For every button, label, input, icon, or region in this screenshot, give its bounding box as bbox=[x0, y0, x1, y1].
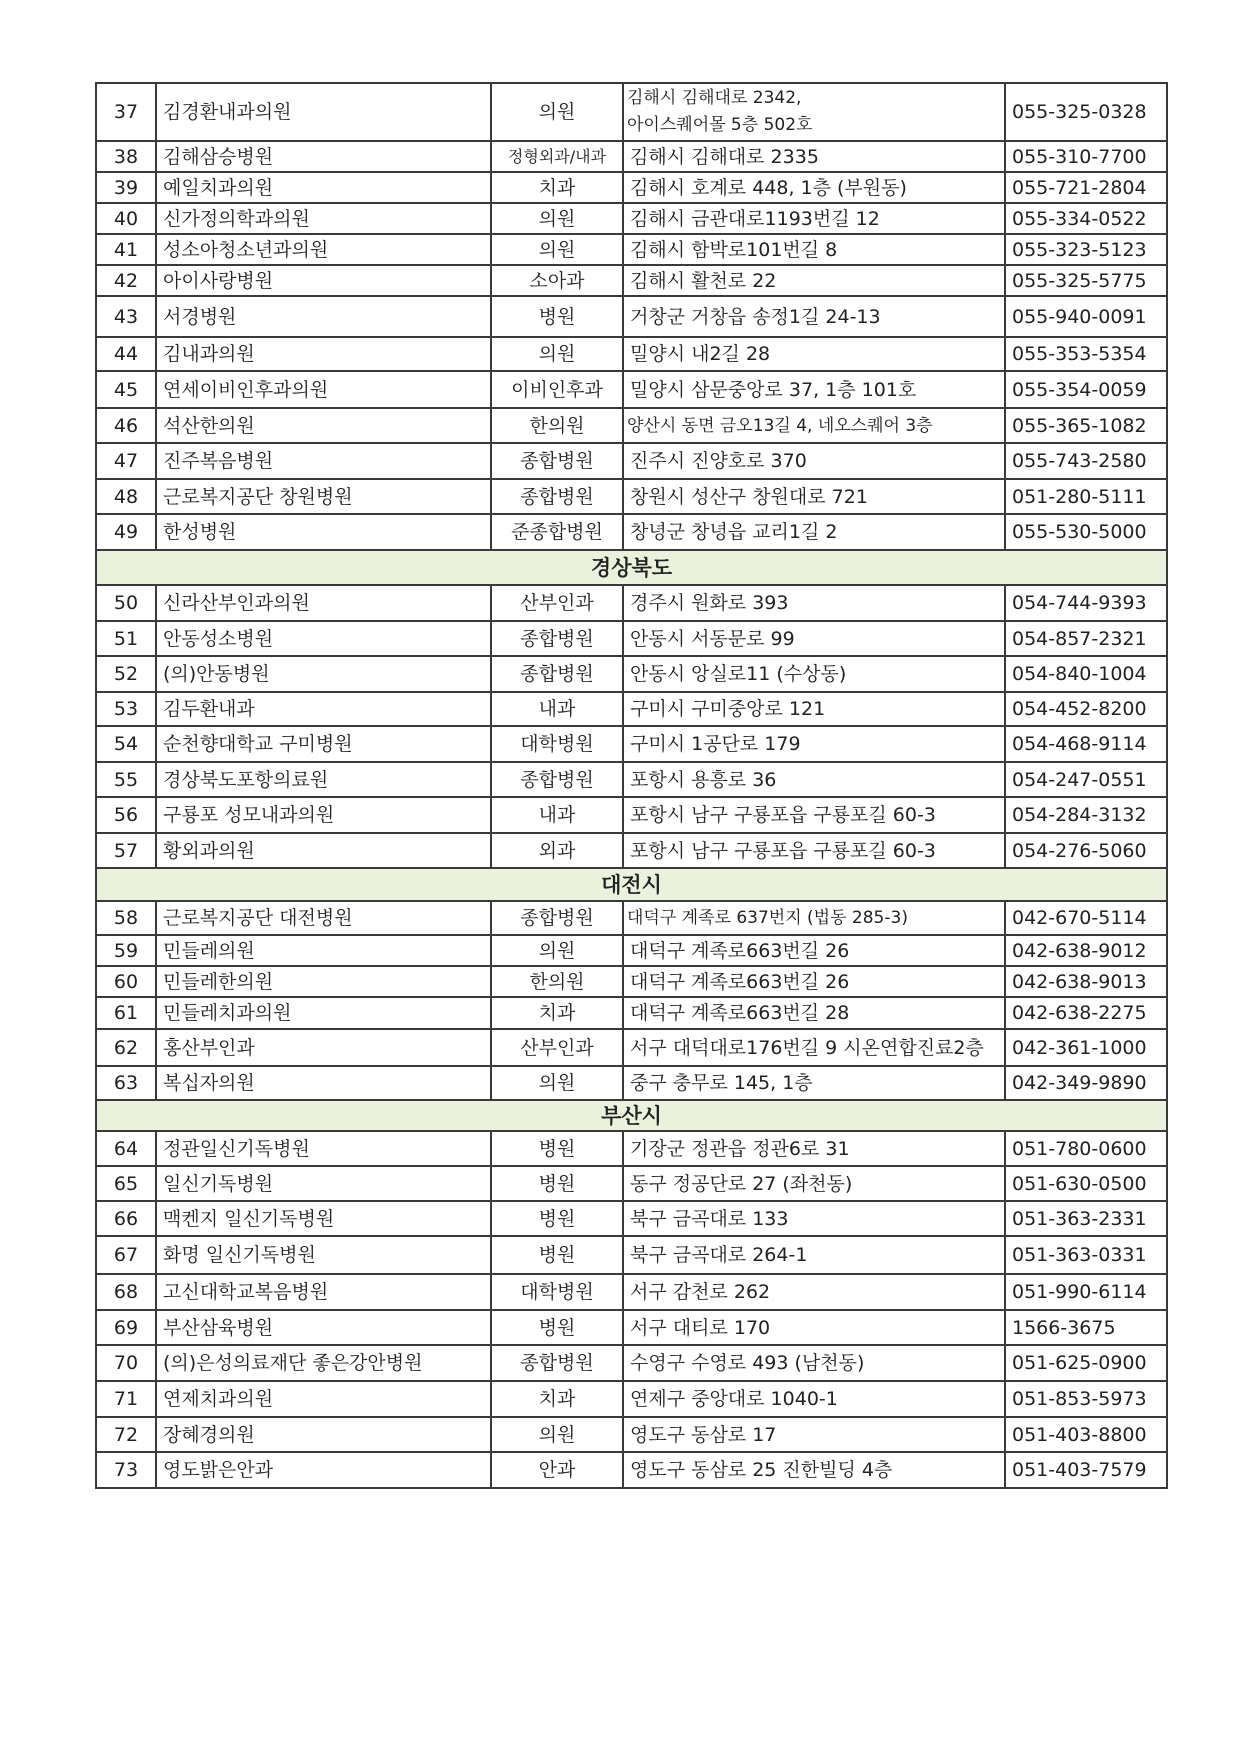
hospital-phone: 051-780-0600 bbox=[1005, 1131, 1167, 1166]
hospital-name: 진주복음병원 bbox=[156, 443, 491, 479]
row-number: 47 bbox=[96, 443, 156, 479]
hospital-name: (의)안동병원 bbox=[156, 656, 491, 692]
region-header-row bbox=[96, 1100, 1167, 1131]
hospital-phone: 051-403-7579 bbox=[1005, 1452, 1167, 1488]
hospital-phone: 051-363-2331 bbox=[1005, 1201, 1167, 1236]
hospital-name: 고신대학교복음병원 bbox=[156, 1274, 491, 1310]
hospital-phone: 055-325-0328 bbox=[1005, 83, 1167, 141]
hospital-name: 근로복지공단 대전병원 bbox=[156, 901, 491, 935]
hospital-type: 병원 bbox=[491, 1236, 623, 1274]
table-row bbox=[96, 514, 1167, 550]
hospital-phone: 051-363-0331 bbox=[1005, 1236, 1167, 1274]
hospital-name: 화명 일신기독병원 bbox=[156, 1236, 491, 1274]
row-number: 42 bbox=[96, 265, 156, 296]
row-number: 70 bbox=[96, 1345, 156, 1381]
hospital-phone: 051-630-0500 bbox=[1005, 1166, 1167, 1201]
hospital-type: 안과 bbox=[491, 1452, 623, 1488]
table-row bbox=[96, 621, 1167, 656]
hospital-address: 수영구 수영로 493 (남천동) bbox=[623, 1345, 1005, 1381]
hospital-type: 준종합병원 bbox=[491, 514, 623, 550]
row-number: 40 bbox=[96, 203, 156, 234]
hospital-address: 서구 감천로 262 bbox=[623, 1274, 1005, 1310]
hospital-phone: 054-247-0551 bbox=[1005, 762, 1167, 797]
hospital-name: 김두환내과 bbox=[156, 692, 491, 726]
hospital-name: 복십자의원 bbox=[156, 1066, 491, 1100]
hospital-type: 의원 bbox=[491, 83, 623, 141]
row-number: 54 bbox=[96, 726, 156, 762]
table-row bbox=[96, 726, 1167, 762]
hospital-address: 김해시 활천로 22 bbox=[623, 265, 1005, 296]
hospital-name: 황외과의원 bbox=[156, 833, 491, 868]
hospital-phone: 055-365-1082 bbox=[1005, 408, 1167, 443]
table-row bbox=[96, 371, 1167, 408]
hospital-type: 치과 bbox=[491, 1381, 623, 1417]
hospital-phone: 055-323-5123 bbox=[1005, 234, 1167, 265]
row-number: 45 bbox=[96, 371, 156, 408]
row-number: 38 bbox=[96, 141, 156, 172]
hospital-type: 종합병원 bbox=[491, 621, 623, 656]
hospital-type: 대학병원 bbox=[491, 1274, 623, 1310]
table-row bbox=[96, 1131, 1167, 1166]
hospital-name: 성소아청소년과의원 bbox=[156, 234, 491, 265]
hospital-phone: 055-325-5775 bbox=[1005, 265, 1167, 296]
hospital-name: (의)은성의료재단 좋은강안병원 bbox=[156, 1345, 491, 1381]
table-row bbox=[96, 1452, 1167, 1488]
hospital-type: 종합병원 bbox=[491, 443, 623, 479]
hospital-name: 맥켄지 일신기독병원 bbox=[156, 1201, 491, 1236]
hospital-type: 종합병원 bbox=[491, 762, 623, 797]
table-row bbox=[96, 935, 1167, 966]
hospital-address: 포항시 남구 구룡포읍 구룡포길 60-3 bbox=[623, 833, 1005, 868]
row-number: 58 bbox=[96, 901, 156, 935]
region-title: 대전시 bbox=[96, 868, 1167, 901]
row-number: 49 bbox=[96, 514, 156, 550]
hospital-address: 대덕구 계족로663번길 26 bbox=[623, 966, 1005, 997]
hospital-address: 안동시 앙실로11 (수상동) bbox=[623, 656, 1005, 692]
hospital-phone: 055-334-0522 bbox=[1005, 203, 1167, 234]
hospital-address: 안동시 서동문로 99 bbox=[623, 621, 1005, 656]
hospital-type: 내과 bbox=[491, 692, 623, 726]
hospital-name: 근로복지공단 창원병원 bbox=[156, 479, 491, 514]
hospital-address: 서구 대덕대로176번길 9 시온연합진료2층 bbox=[623, 1029, 1005, 1066]
hospital-phone: 042-638-9013 bbox=[1005, 966, 1167, 997]
table-row bbox=[96, 479, 1167, 514]
hospital-type: 한의원 bbox=[491, 408, 623, 443]
row-number: 37 bbox=[96, 83, 156, 141]
hospital-address: 대덕구 계족로663번길 26 bbox=[623, 935, 1005, 966]
hospital-phone: 054-744-9393 bbox=[1005, 585, 1167, 621]
hospital-address: 밀양시 내2길 28 bbox=[623, 337, 1005, 371]
hospital-type: 병원 bbox=[491, 1310, 623, 1345]
hospital-address: 김해시 금관대로1193번길 12 bbox=[623, 203, 1005, 234]
hospital-name: 연세이비인후과의원 bbox=[156, 371, 491, 408]
hospital-name: 연제치과의원 bbox=[156, 1381, 491, 1417]
hospital-type: 종합병원 bbox=[491, 901, 623, 935]
hospital-name: 장혜경의원 bbox=[156, 1417, 491, 1452]
hospital-name: 영도밝은안과 bbox=[156, 1452, 491, 1488]
region-header-row bbox=[96, 868, 1167, 901]
hospital-address: 서구 대티로 170 bbox=[623, 1310, 1005, 1345]
table-row bbox=[96, 1066, 1167, 1100]
table-row bbox=[96, 234, 1167, 265]
hospital-phone: 042-670-5114 bbox=[1005, 901, 1167, 935]
hospital-name: 민들레치과의원 bbox=[156, 997, 491, 1029]
hospital-address: 김해시 김해대로 2342, 아이스퀘어몰 5층 502호 bbox=[623, 83, 1005, 141]
hospital-phone: 055-721-2804 bbox=[1005, 172, 1167, 203]
hospital-type: 치과 bbox=[491, 172, 623, 203]
table-row bbox=[96, 1381, 1167, 1417]
row-number: 51 bbox=[96, 621, 156, 656]
hospital-name: 김내과의원 bbox=[156, 337, 491, 371]
hospital-address: 영도구 동삼로 17 bbox=[623, 1417, 1005, 1452]
hospital-name: 한성병원 bbox=[156, 514, 491, 550]
table-row bbox=[96, 1201, 1167, 1236]
table-row bbox=[96, 997, 1167, 1029]
hospital-address: 창녕군 창녕읍 교리1길 2 bbox=[623, 514, 1005, 550]
hospital-address: 기장군 정관읍 정관6로 31 bbox=[623, 1131, 1005, 1166]
hospital-address: 연제구 중앙대로 1040-1 bbox=[623, 1381, 1005, 1417]
hospital-type: 내과 bbox=[491, 797, 623, 833]
hospital-name: 안동성소병원 bbox=[156, 621, 491, 656]
table-row bbox=[96, 1166, 1167, 1201]
table-row bbox=[96, 966, 1167, 997]
hospital-phone: 042-361-1000 bbox=[1005, 1029, 1167, 1066]
table-row bbox=[96, 901, 1167, 935]
hospital-phone: 042-349-9890 bbox=[1005, 1066, 1167, 1100]
table-row bbox=[96, 833, 1167, 868]
hospital-phone: 055-354-0059 bbox=[1005, 371, 1167, 408]
hospital-type: 병원 bbox=[491, 1166, 623, 1201]
hospital-name: 홍산부인과 bbox=[156, 1029, 491, 1066]
hospital-address: 구미시 구미중앙로 121 bbox=[623, 692, 1005, 726]
hospital-address: 중구 충무로 145, 1층 bbox=[623, 1066, 1005, 1100]
table-row bbox=[96, 1274, 1167, 1310]
table-row bbox=[96, 443, 1167, 479]
table-row bbox=[96, 408, 1167, 443]
region-title: 부산시 bbox=[96, 1100, 1167, 1131]
table-row bbox=[96, 1029, 1167, 1066]
hospital-phone: 055-940-0091 bbox=[1005, 296, 1167, 337]
hospital-address: 김해시 호계로 448, 1층 (부원동) bbox=[623, 172, 1005, 203]
hospital-type: 산부인과 bbox=[491, 1029, 623, 1066]
row-number: 65 bbox=[96, 1166, 156, 1201]
hospital-phone: 042-638-9012 bbox=[1005, 935, 1167, 966]
hospital-type: 종합병원 bbox=[491, 479, 623, 514]
hospital-address: 북구 금곡대로 264-1 bbox=[623, 1236, 1005, 1274]
hospital-type: 종합병원 bbox=[491, 1345, 623, 1381]
hospital-type: 의원 bbox=[491, 203, 623, 234]
row-number: 43 bbox=[96, 296, 156, 337]
hospital-name: 민들레한의원 bbox=[156, 966, 491, 997]
hospital-type: 종합병원 bbox=[491, 656, 623, 692]
hospital-name: 순천향대학교 구미병원 bbox=[156, 726, 491, 762]
table-row bbox=[96, 203, 1167, 234]
hospital-phone: 054-468-9114 bbox=[1005, 726, 1167, 762]
hospital-phone: 051-280-5111 bbox=[1005, 479, 1167, 514]
row-number: 62 bbox=[96, 1029, 156, 1066]
hospital-address: 거창군 거창읍 송정1길 24-13 bbox=[623, 296, 1005, 337]
table-row bbox=[96, 1236, 1167, 1274]
table-row bbox=[96, 296, 1167, 337]
hospital-type: 정형외과/내과 bbox=[491, 141, 623, 172]
row-number: 44 bbox=[96, 337, 156, 371]
hospital-address: 동구 정공단로 27 (좌천동) bbox=[623, 1166, 1005, 1201]
row-number: 46 bbox=[96, 408, 156, 443]
hospital-type: 의원 bbox=[491, 234, 623, 265]
row-number: 66 bbox=[96, 1201, 156, 1236]
hospital-name: 민들레의원 bbox=[156, 935, 491, 966]
hospital-address: 포항시 남구 구룡포읍 구룡포길 60-3 bbox=[623, 797, 1005, 833]
row-number: 73 bbox=[96, 1452, 156, 1488]
hospital-address: 밀양시 삼문중앙로 37, 1층 101호 bbox=[623, 371, 1005, 408]
hospital-type: 한의원 bbox=[491, 966, 623, 997]
row-number: 59 bbox=[96, 935, 156, 966]
hospital-type: 치과 bbox=[491, 997, 623, 1029]
hospital-address: 진주시 진양호로 370 bbox=[623, 443, 1005, 479]
hospital-phone: 055-353-5354 bbox=[1005, 337, 1167, 371]
table-row bbox=[96, 762, 1167, 797]
hospital-name: 경상북도포항의료원 bbox=[156, 762, 491, 797]
table-body bbox=[96, 83, 1167, 1488]
hospital-phone: 051-403-8800 bbox=[1005, 1417, 1167, 1452]
hospital-type: 대학병원 bbox=[491, 726, 623, 762]
hospital-name: 김경환내과의원 bbox=[156, 83, 491, 141]
hospital-name: 신라산부인과의원 bbox=[156, 585, 491, 621]
table-row bbox=[96, 172, 1167, 203]
row-number: 41 bbox=[96, 234, 156, 265]
hospital-address: 북구 금곡대로 133 bbox=[623, 1201, 1005, 1236]
table-row bbox=[96, 692, 1167, 726]
table-row bbox=[96, 83, 1167, 141]
hospital-address: 대덕구 계족로663번길 28 bbox=[623, 997, 1005, 1029]
hospital-name: 석산한의원 bbox=[156, 408, 491, 443]
row-number: 64 bbox=[96, 1131, 156, 1166]
hospital-phone: 051-853-5973 bbox=[1005, 1381, 1167, 1417]
row-number: 56 bbox=[96, 797, 156, 833]
table-row bbox=[96, 337, 1167, 371]
hospital-directory-table bbox=[95, 82, 1168, 1489]
row-number: 61 bbox=[96, 997, 156, 1029]
hospital-type: 의원 bbox=[491, 1417, 623, 1452]
hospital-phone: 055-310-7700 bbox=[1005, 141, 1167, 172]
row-number: 71 bbox=[96, 1381, 156, 1417]
hospital-phone: 054-284-3132 bbox=[1005, 797, 1167, 833]
table-row bbox=[96, 1417, 1167, 1452]
hospital-name: 신가정의학과의원 bbox=[156, 203, 491, 234]
row-number: 67 bbox=[96, 1236, 156, 1274]
row-number: 55 bbox=[96, 762, 156, 797]
hospital-type: 병원 bbox=[491, 1201, 623, 1236]
row-number: 72 bbox=[96, 1417, 156, 1452]
hospital-phone: 1566-3675 bbox=[1005, 1310, 1167, 1345]
hospital-type: 의원 bbox=[491, 1066, 623, 1100]
row-number: 39 bbox=[96, 172, 156, 203]
hospital-type: 병원 bbox=[491, 1131, 623, 1166]
hospital-phone: 055-530-5000 bbox=[1005, 514, 1167, 550]
region-title: 경상북도 bbox=[96, 550, 1167, 585]
row-number: 69 bbox=[96, 1310, 156, 1345]
hospital-phone: 054-857-2321 bbox=[1005, 621, 1167, 656]
hospital-phone: 054-840-1004 bbox=[1005, 656, 1167, 692]
hospital-name: 아이사랑병원 bbox=[156, 265, 491, 296]
hospital-phone: 042-638-2275 bbox=[1005, 997, 1167, 1029]
hospital-phone: 054-276-5060 bbox=[1005, 833, 1167, 868]
row-number: 57 bbox=[96, 833, 156, 868]
hospital-type: 의원 bbox=[491, 337, 623, 371]
row-number: 53 bbox=[96, 692, 156, 726]
hospital-address: 구미시 1공단로 179 bbox=[623, 726, 1005, 762]
row-number: 60 bbox=[96, 966, 156, 997]
hospital-type: 이비인후과 bbox=[491, 371, 623, 408]
row-number: 50 bbox=[96, 585, 156, 621]
hospital-address: 영도구 동삼로 25 진한빌딩 4층 bbox=[623, 1452, 1005, 1488]
hospital-type: 소아과 bbox=[491, 265, 623, 296]
hospital-address: 김해시 함박로101번길 8 bbox=[623, 234, 1005, 265]
hospital-address: 포항시 용흥로 36 bbox=[623, 762, 1005, 797]
hospital-name: 김해삼승병원 bbox=[156, 141, 491, 172]
row-number: 52 bbox=[96, 656, 156, 692]
hospital-name: 일신기독병원 bbox=[156, 1166, 491, 1201]
row-number: 68 bbox=[96, 1274, 156, 1310]
hospital-address: 경주시 원화로 393 bbox=[623, 585, 1005, 621]
table-row bbox=[96, 797, 1167, 833]
row-number: 63 bbox=[96, 1066, 156, 1100]
hospital-address: 창원시 성산구 창원대로 721 bbox=[623, 479, 1005, 514]
row-number: 48 bbox=[96, 479, 156, 514]
table-row bbox=[96, 585, 1167, 621]
hospital-address: 대덕구 계족로 637번지 (법동 285-3) bbox=[623, 901, 1005, 935]
region-header-row bbox=[96, 550, 1167, 585]
hospital-name: 정관일신기독병원 bbox=[156, 1131, 491, 1166]
hospital-address: 양산시 동면 금오13길 4, 네오스퀘어 3층 bbox=[623, 408, 1005, 443]
table-row bbox=[96, 1310, 1167, 1345]
hospital-type: 의원 bbox=[491, 935, 623, 966]
table-row bbox=[96, 1345, 1167, 1381]
hospital-address: 김해시 김해대로 2335 bbox=[623, 141, 1005, 172]
table-row bbox=[96, 265, 1167, 296]
hospital-name: 예일치과의원 bbox=[156, 172, 491, 203]
hospital-name: 부산삼육병원 bbox=[156, 1310, 491, 1345]
hospital-phone: 051-625-0900 bbox=[1005, 1345, 1167, 1381]
hospital-name: 구룡포 성모내과의원 bbox=[156, 797, 491, 833]
hospital-name: 서경병원 bbox=[156, 296, 491, 337]
hospital-type: 외과 bbox=[491, 833, 623, 868]
table-row bbox=[96, 656, 1167, 692]
table-row bbox=[96, 141, 1167, 172]
hospital-phone: 051-990-6114 bbox=[1005, 1274, 1167, 1310]
hospital-phone: 054-452-8200 bbox=[1005, 692, 1167, 726]
hospital-phone: 055-743-2580 bbox=[1005, 443, 1167, 479]
hospital-type: 산부인과 bbox=[491, 585, 623, 621]
hospital-type: 병원 bbox=[491, 296, 623, 337]
